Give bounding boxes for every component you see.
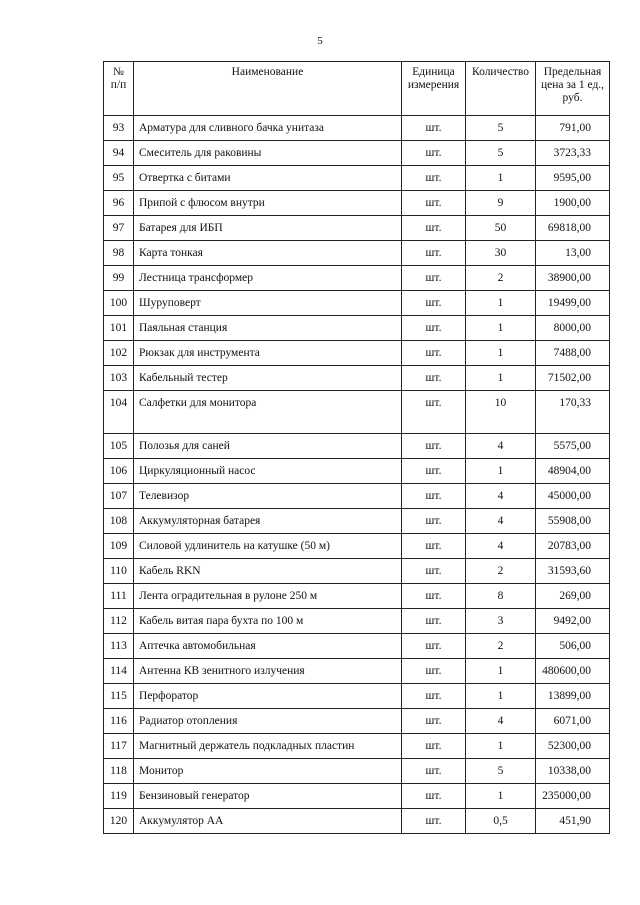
unit-of-measure: шт.	[402, 341, 466, 366]
unit-of-measure: шт.	[402, 316, 466, 341]
quantity: 0,5	[466, 809, 536, 834]
item-name: Перфоратор	[134, 684, 402, 709]
row-number: 101	[104, 316, 134, 341]
row-number: 108	[104, 509, 134, 534]
header-unit	[402, 62, 466, 116]
quantity: 1	[466, 784, 536, 809]
table-row	[104, 809, 610, 834]
row-number: 120	[104, 809, 134, 834]
quantity: 2	[466, 559, 536, 584]
max-unit-price: 1900,00	[536, 191, 610, 216]
quantity: 9	[466, 191, 536, 216]
quantity: 1	[466, 341, 536, 366]
quantity: 50	[466, 216, 536, 241]
quantity: 1	[466, 291, 536, 316]
item-name: Кабель RKN	[134, 559, 402, 584]
row-number: 95	[104, 166, 134, 191]
quantity: 4	[466, 434, 536, 459]
table-row	[104, 634, 610, 659]
row-number: 114	[104, 659, 134, 684]
quantity: 1	[466, 659, 536, 684]
max-unit-price: 8000,00	[536, 316, 610, 341]
item-name: Батарея для ИБП	[134, 216, 402, 241]
table-row	[104, 341, 610, 366]
row-number: 118	[104, 759, 134, 784]
max-unit-price: 13899,00	[536, 684, 610, 709]
row-number: 103	[104, 366, 134, 391]
quantity: 5	[466, 141, 536, 166]
table-row	[104, 216, 610, 241]
item-name: Лестница трансформер	[134, 266, 402, 291]
item-name: Телевизор	[134, 484, 402, 509]
table-row	[104, 509, 610, 534]
max-unit-price: 791,00	[536, 116, 610, 141]
table-row	[104, 559, 610, 584]
row-number: 100	[104, 291, 134, 316]
max-unit-price: 506,00	[536, 634, 610, 659]
item-name: Смеситель для раковины	[134, 141, 402, 166]
max-unit-price: 170,33	[536, 391, 610, 434]
unit-of-measure: шт.	[402, 391, 466, 434]
header-qty: Количество	[466, 62, 536, 116]
header-price-line: руб.	[562, 92, 583, 104]
header-num-line: №	[113, 66, 124, 78]
table-row	[104, 166, 610, 191]
item-name: Кабель витая пара бухта по 100 м	[134, 609, 402, 634]
item-name: Кабельный тестер	[134, 366, 402, 391]
item-name: Отвертка с битами	[134, 166, 402, 191]
table-row	[104, 391, 610, 434]
item-name: Циркуляционный насос	[134, 459, 402, 484]
quantity: 4	[466, 509, 536, 534]
table-row	[104, 141, 610, 166]
quantity: 2	[466, 266, 536, 291]
quantity: 1	[466, 316, 536, 341]
table-row	[104, 291, 610, 316]
table-row	[104, 584, 610, 609]
item-name: Карта тонкая	[134, 241, 402, 266]
unit-of-measure: шт.	[402, 459, 466, 484]
table-row	[104, 316, 610, 341]
quantity: 4	[466, 534, 536, 559]
max-unit-price: 480600,00	[536, 659, 610, 684]
table-row	[104, 434, 610, 459]
header-name: Наименование	[134, 62, 402, 116]
max-unit-price: 38900,00	[536, 266, 610, 291]
quantity: 4	[466, 484, 536, 509]
unit-of-measure: шт.	[402, 609, 466, 634]
table-row	[104, 709, 610, 734]
row-number: 97	[104, 216, 134, 241]
table-row	[104, 459, 610, 484]
table-row	[104, 266, 610, 291]
row-number: 98	[104, 241, 134, 266]
item-name: Бензиновый генератор	[134, 784, 402, 809]
unit-of-measure: шт.	[402, 559, 466, 584]
quantity: 5	[466, 759, 536, 784]
table-row	[104, 534, 610, 559]
table-row	[104, 116, 610, 141]
unit-of-measure: шт.	[402, 759, 466, 784]
item-name: Рюкзак для инструмента	[134, 341, 402, 366]
unit-of-measure: шт.	[402, 366, 466, 391]
max-unit-price: 5575,00	[536, 434, 610, 459]
page-number: 5	[317, 35, 323, 47]
header-unit-line: измерения	[407, 79, 460, 91]
table-row	[104, 784, 610, 809]
quantity: 1	[466, 366, 536, 391]
row-number: 104	[104, 391, 134, 434]
table-row	[104, 609, 610, 634]
unit-of-measure: шт.	[402, 216, 466, 241]
max-unit-price: 6071,00	[536, 709, 610, 734]
max-unit-price: 13,00	[536, 241, 610, 266]
max-unit-price: 48904,00	[536, 459, 610, 484]
unit-of-measure: шт.	[402, 684, 466, 709]
max-unit-price: 55908,00	[536, 509, 610, 534]
max-unit-price: 451,90	[536, 809, 610, 834]
row-number: 93	[104, 116, 134, 141]
row-number: 102	[104, 341, 134, 366]
unit-of-measure: шт.	[402, 634, 466, 659]
max-unit-price: 20783,00	[536, 534, 610, 559]
unit-of-measure: шт.	[402, 584, 466, 609]
table-row	[104, 659, 610, 684]
quantity: 3	[466, 609, 536, 634]
row-number: 99	[104, 266, 134, 291]
header-price-line: цена за 1 ед.,	[540, 79, 605, 91]
row-number: 115	[104, 684, 134, 709]
row-number: 96	[104, 191, 134, 216]
item-name: Антенна КВ зенитного излучения	[134, 659, 402, 684]
max-unit-price: 71502,00	[536, 366, 610, 391]
unit-of-measure: шт.	[402, 434, 466, 459]
quantity: 4	[466, 709, 536, 734]
table-row	[104, 366, 610, 391]
item-name: Аптечка автомобильная	[134, 634, 402, 659]
table-row	[104, 734, 610, 759]
unit-of-measure: шт.	[402, 291, 466, 316]
unit-of-measure: шт.	[402, 141, 466, 166]
max-unit-price: 19499,00	[536, 291, 610, 316]
table-row	[104, 241, 610, 266]
row-number: 109	[104, 534, 134, 559]
max-unit-price: 31593,60	[536, 559, 610, 584]
unit-of-measure: шт.	[402, 534, 466, 559]
unit-of-measure: шт.	[402, 734, 466, 759]
row-number: 110	[104, 559, 134, 584]
item-name: Аккумуляторная батарея	[134, 509, 402, 534]
max-unit-price: 7488,00	[536, 341, 610, 366]
table-header-row	[104, 62, 610, 116]
max-unit-price: 9595,00	[536, 166, 610, 191]
max-unit-price: 52300,00	[536, 734, 610, 759]
quantity: 1	[466, 166, 536, 191]
item-name: Радиатор отопления	[134, 709, 402, 734]
row-number: 112	[104, 609, 134, 634]
row-number: 111	[104, 584, 134, 609]
header-price	[536, 62, 610, 116]
unit-of-measure: шт.	[402, 166, 466, 191]
max-unit-price: 69818,00	[536, 216, 610, 241]
table-body	[104, 116, 610, 834]
row-number: 117	[104, 734, 134, 759]
unit-of-measure: шт.	[402, 484, 466, 509]
item-name: Монитор	[134, 759, 402, 784]
row-number: 106	[104, 459, 134, 484]
item-name: Шуруповерт	[134, 291, 402, 316]
unit-of-measure: шт.	[402, 784, 466, 809]
item-name: Полозья для саней	[134, 434, 402, 459]
unit-of-measure: шт.	[402, 659, 466, 684]
item-name: Магнитный держатель подкладных пластин	[134, 734, 402, 759]
row-number: 105	[104, 434, 134, 459]
table-row	[104, 759, 610, 784]
item-name: Арматура для сливного бачка унитаза	[134, 116, 402, 141]
quantity: 5	[466, 116, 536, 141]
header-unit-line: Единица	[412, 66, 455, 78]
unit-of-measure: шт.	[402, 509, 466, 534]
table-row	[104, 191, 610, 216]
item-name: Аккумулятор АА	[134, 809, 402, 834]
row-number: 116	[104, 709, 134, 734]
item-name: Припой с флюсом внутри	[134, 191, 402, 216]
row-number: 107	[104, 484, 134, 509]
unit-of-measure: шт.	[402, 709, 466, 734]
quantity: 8	[466, 584, 536, 609]
max-unit-price: 45000,00	[536, 484, 610, 509]
quantity: 2	[466, 634, 536, 659]
row-number: 113	[104, 634, 134, 659]
item-name: Силовой удлинитель на катушке (50 м)	[134, 534, 402, 559]
quantity: 10	[466, 391, 536, 434]
max-unit-price: 3723,33	[536, 141, 610, 166]
max-unit-price: 9492,00	[536, 609, 610, 634]
quantity: 1	[466, 734, 536, 759]
header-num	[104, 62, 134, 116]
row-number: 94	[104, 141, 134, 166]
row-number: 119	[104, 784, 134, 809]
price-table	[103, 61, 610, 834]
table-row	[104, 484, 610, 509]
item-name: Салфетки для монитора	[134, 391, 402, 434]
unit-of-measure: шт.	[402, 241, 466, 266]
max-unit-price: 10338,00	[536, 759, 610, 784]
header-price-line: Предельная	[543, 66, 602, 78]
item-name: Лента оградительная в рулоне 250 м	[134, 584, 402, 609]
table-row	[104, 684, 610, 709]
unit-of-measure: шт.	[402, 191, 466, 216]
unit-of-measure: шт.	[402, 809, 466, 834]
quantity: 1	[466, 459, 536, 484]
header-num-line: п/п	[110, 79, 127, 91]
unit-of-measure: шт.	[402, 116, 466, 141]
quantity: 1	[466, 684, 536, 709]
max-unit-price: 269,00	[536, 584, 610, 609]
quantity: 30	[466, 241, 536, 266]
item-name: Паяльная станция	[134, 316, 402, 341]
max-unit-price: 235000,00	[536, 784, 610, 809]
unit-of-measure: шт.	[402, 266, 466, 291]
